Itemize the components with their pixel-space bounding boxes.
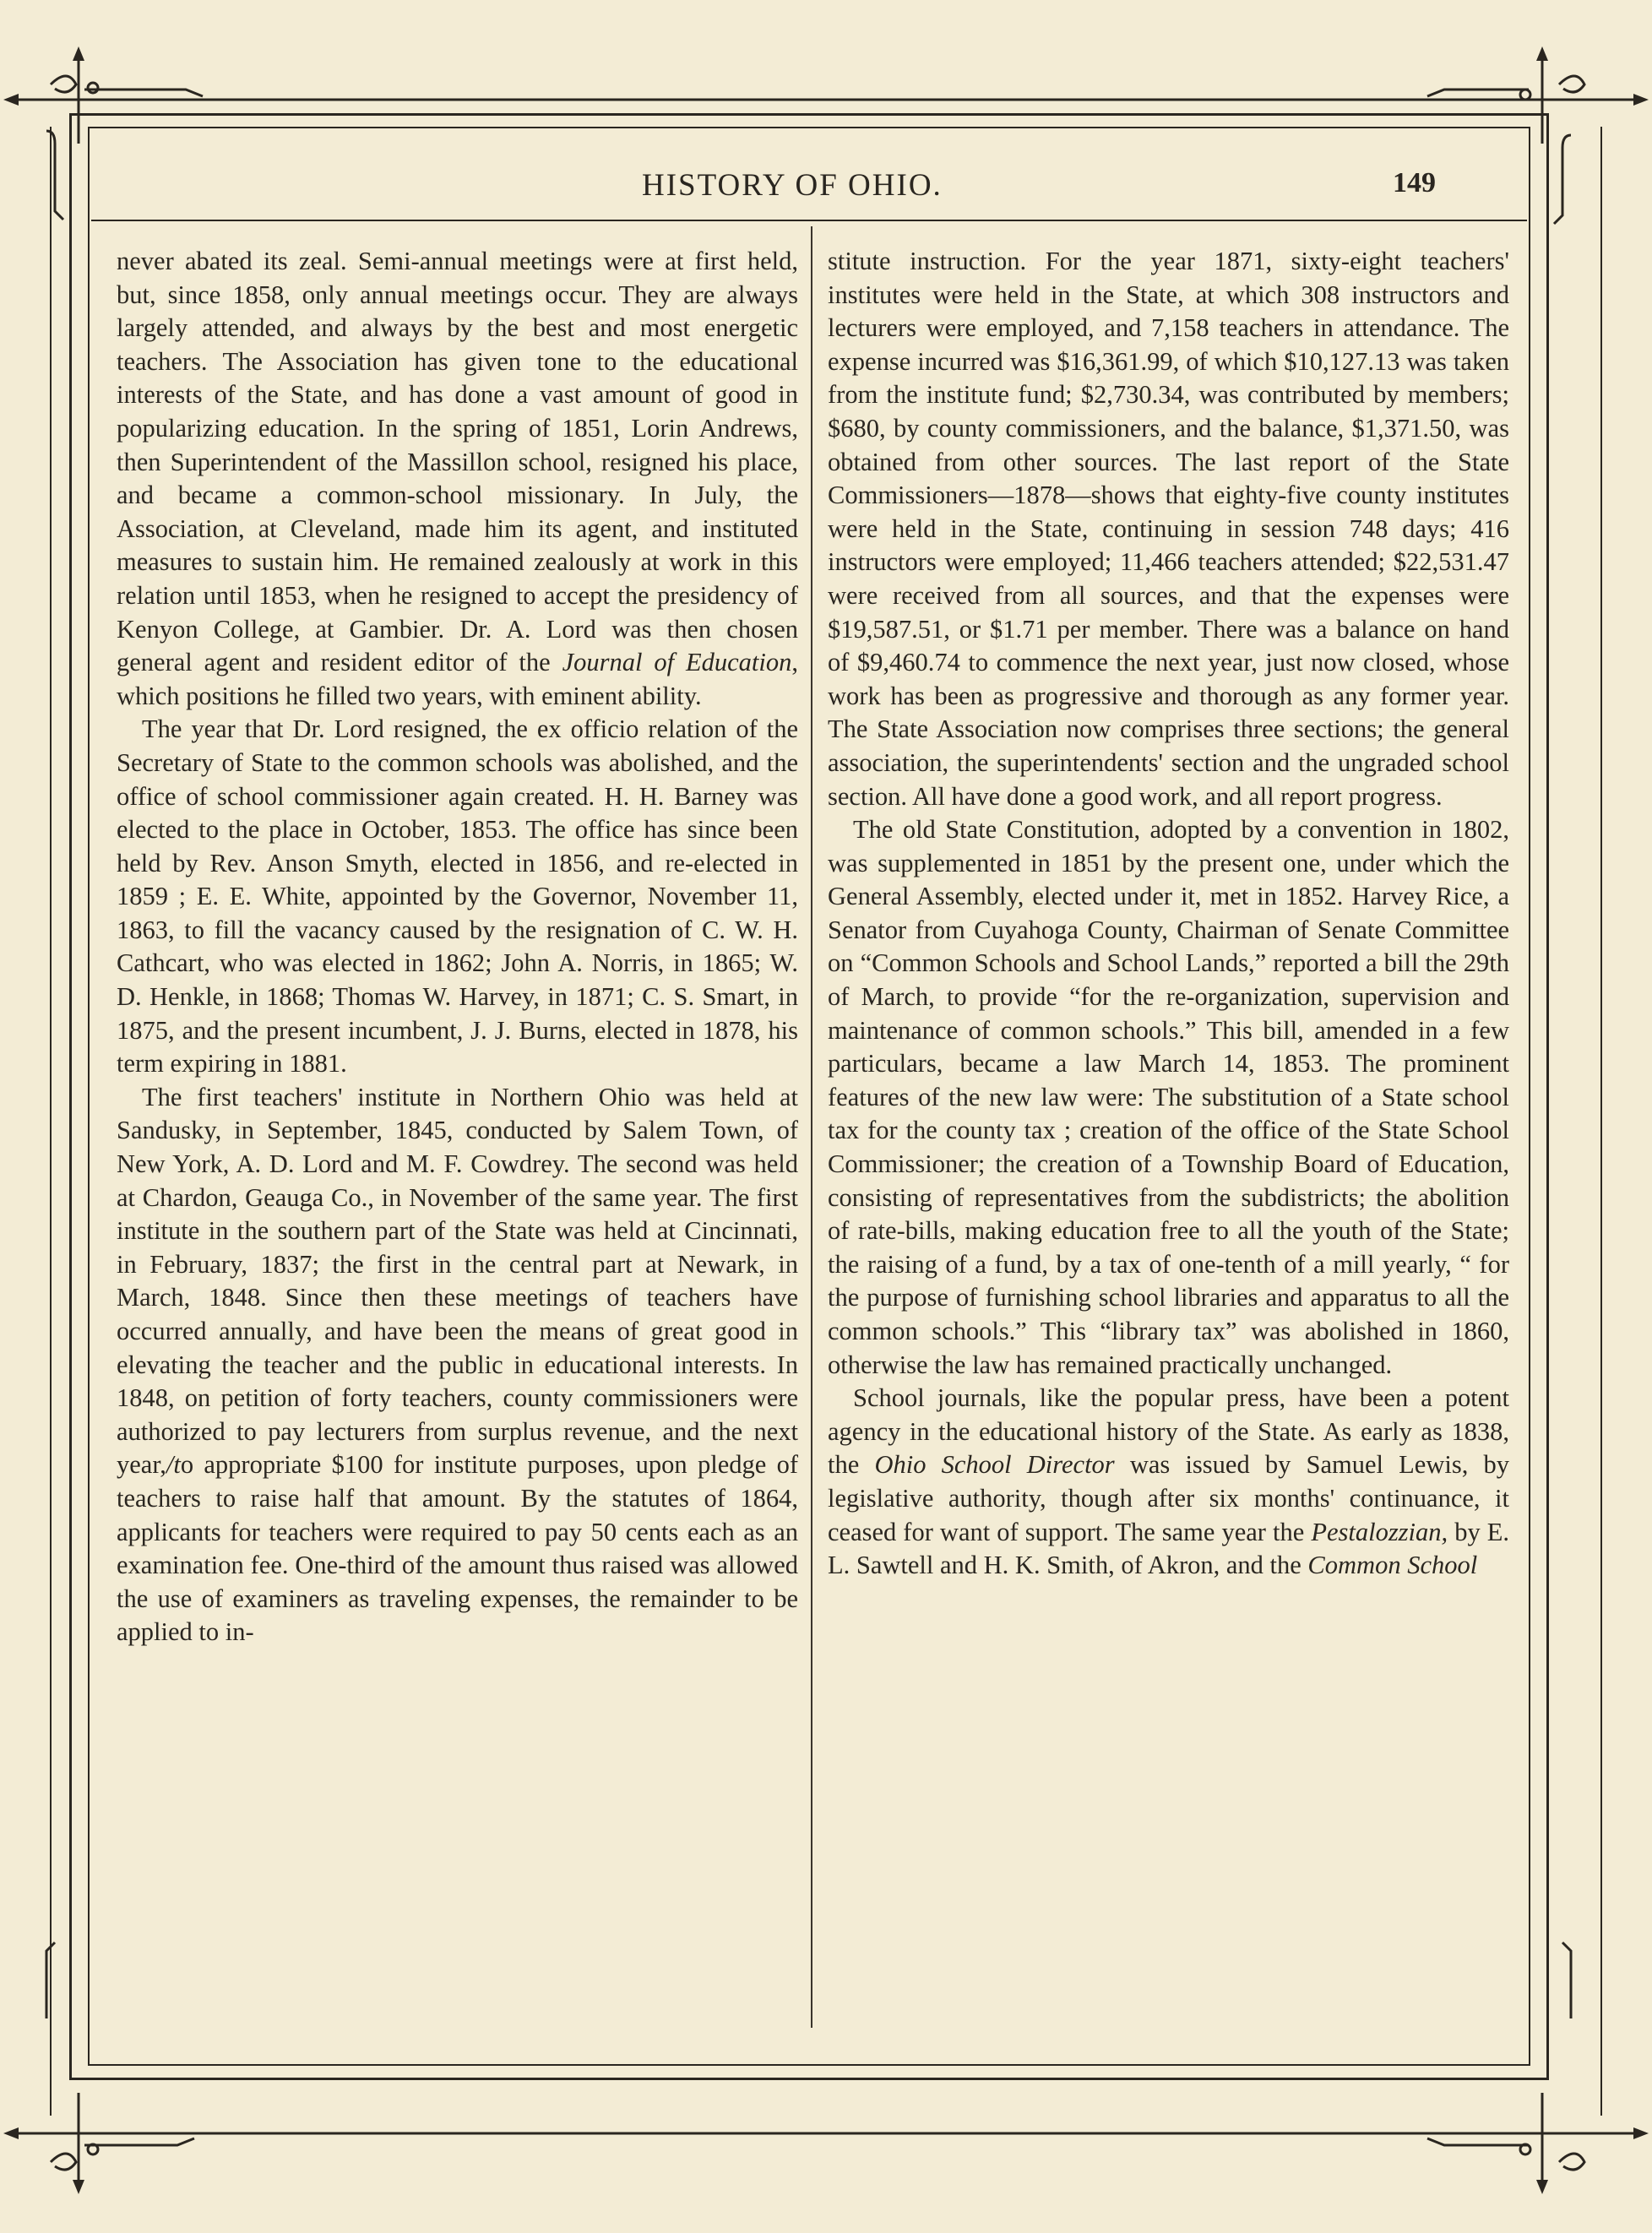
text-run: The first teachers' institute in Northern Ohio was held at Sandusky, in September, 1845, conducted by Salem Town, of New York, A. D. Lord and M. F. Cowdrey. The second was held at Chardon, Geauga Co., in November of the same year. The first institute in the southern part of the State was held at Cincinnati, in February, 1837; the first in the central part at Newark, in March, 1848. Since then these meetings of teachers have occurred annually, and have been the means of great good in elevating the teacher and the public in educational interests. In 1848, on petition of forty teachers, county commissioners were authorized to pay lecturers from surplus revenue, and the next year, bbox=[117, 1082, 798, 1480]
text-run: never abated its zeal. Semi-annual meetings were at first held, but, since 1858, only annual meetings occur. They are always largely attended, and always by the best and most energetic teachers. The Association has given tone to the educational interests of the State, and has done a vast amount of good in popularizing education. In the spring of 1851, Lorin Andrews, then Superintendent of the Massillon school, resigned his place, and became a common-school missionary. In July, the Association, at Cleveland, made him its agent, and instituted measures to sustain him. He remained zealously at work in this relation until 1853, when he resigned to accept the presidency of Kenyon College, at Gambier. Dr. A. Lord was then chosen general agent and resident editor of the bbox=[117, 247, 798, 677]
page-number: 149 bbox=[1393, 167, 1436, 198]
page-header bbox=[642, 167, 1436, 218]
paragraph: The year that Dr. Lord resigned, the ex officio relation of the Secretary of State to the common schools was abolished, and the office of school commissioner again created. H. H. Barney was elected to the place in October, 1853. The office has since been held by Rev. Anson Smyth, elected in 1856, and re-elected in 1859 ; E. E. White, appointed by the Governor, November 11, 1863, to fill the vacancy caused by the resignation of C. W. H. Cathcart, who was elected in 1862; John A. Norris, in 1865; W. D. Henkle, in 1868; Thomas W. Harvey, in 1871; C. S. Smart, in 1875, and the present incumbent, J. J. Burns, elected in 1878, his term expiring in 1881. bbox=[117, 714, 798, 1078]
right-column bbox=[828, 245, 1509, 1583]
text-run: o appropriate $100 for institute purposes, upon pledge of teachers to raise half that amount. By the statutes of 1864, applicants for teachers were required to pay 50 cents each as an examination fee. One-third of the amount thus raised was allowed the use of examiners as traveling expenses, the remainder to be applied to in- bbox=[117, 1450, 798, 1647]
paragraph bbox=[117, 245, 798, 713]
header-rule bbox=[91, 220, 1527, 221]
text-run: was issued by Samuel Lewis, by legislative authority, though after six months' continuance, it ceased for want of support. The same year the bbox=[828, 1450, 1510, 1546]
column-divider bbox=[811, 226, 812, 2028]
text-run: , which positions he filled two years, with eminent ability. bbox=[117, 648, 798, 710]
handwritten-mark: /t bbox=[166, 1450, 181, 1480]
journal-title: Common School bbox=[1307, 1551, 1478, 1580]
paragraph: The old State Constitution, adopted by a convention in 1802, was supplemented in 1851 by the present one, under which the General Assembly, elected under it, met in 1852. Harvey Rice, a Senator from Cuyahoga County, Chairman of Senate Committee on “Common Schools and School Lands,” reported a bill the 29th of March, to provide “for the re-organization, supervision and maintenance of common schools.” This bill, amended in a few particulars, became a law March 14, 1853. The prominent features of the new law were: The substitution of a State school tax for the county tax ; creation of the office of the State School Commissioner; the creation of a Township Board of Education, consisting of representatives from the subdistricts; the abolition of rate-bills, making education free to all the youth of the State; the raising of a fund, by a tax of one-tenth of a mill yearly, “ for the purpose of furnishing school libraries and apparatus to all the common schools.” This “library tax” was abolished in 1860, otherwise the law has remained practically unchanged. bbox=[828, 815, 1509, 1379]
paragraph bbox=[117, 1081, 798, 1649]
paragraph: stitute instruction. For the year 1871, sixty-eight teachers' institutes were held in the State, at which 308 instructors and lecturers were employed, and 7,158 teachers in attendance. The expense incurred was $16,361.99, of which $10,127.13 was taken from the institute fund; $2,730.34, was contributed by members; $680, by county commissioners, and the balance, $1,371.50, was obtained from other sources. The last report of the State Commissioners—1878—shows that eighty-five county institutes were held in the State, continuing in session 748 days; 416 instructors were employed; 11,466 teachers attended; $22,531.47 were received from all sources, and that the expenses were $19,587.51, or $1.71 per member. There was a balance on hand of $9,460.74 to commence the next year, just now closed, whose work has been as progressive and thorough as any former year. The State Association now comprises three sections; the general association, the superintendents' section and the ungraded school section. All have done a good work, and all report progress. bbox=[828, 247, 1509, 811]
running-title: HISTORY OF OHIO. bbox=[642, 168, 943, 203]
journal-title: Journal of Education bbox=[562, 648, 792, 677]
text-run: by E. L. Sawtell and H. K. Smith, of Akron, and the bbox=[828, 1517, 1510, 1580]
text-run: School journals, like the popular press, have been a potent agency in the educational history of the State. As early as 1838, the bbox=[828, 1383, 1509, 1480]
paragraph bbox=[828, 1382, 1509, 1583]
left-column bbox=[117, 245, 798, 1649]
journal-title: Ohio School Director bbox=[874, 1450, 1115, 1480]
journal-title: Pestalozzian, bbox=[1311, 1517, 1448, 1546]
